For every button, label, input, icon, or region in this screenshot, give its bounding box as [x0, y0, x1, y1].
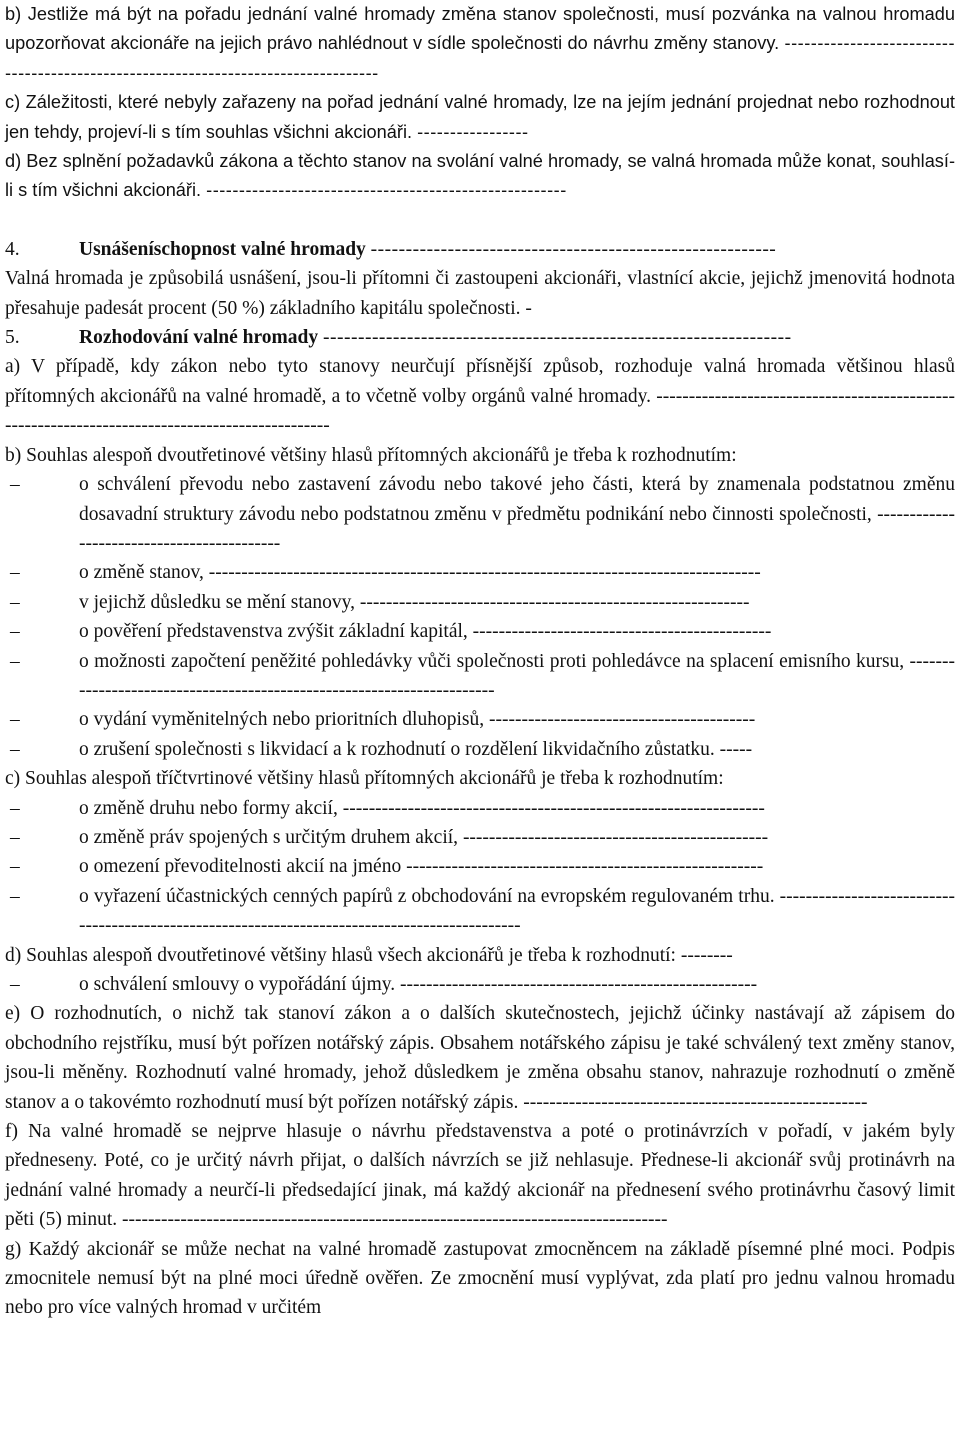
section-5-paragraph-a: a) V případě, kdy zákon nebo tyto stanovy neurčují přísnější způsob, rozhoduje valná hromada většinou hlasů přítomných akcionářů na valné hromadě, a to včetně volby orgánů valné hromady. ------------------------------------------------------------------------------------------------ — [5, 356, 955, 437]
dash-bullet-icon: – — [10, 826, 20, 848]
list-item: – o schválení smlouvy o vypořádání újmy. ------------------------------------------------------- — [5, 970, 955, 999]
section-4-body: Valná hromada je způsobilá usnášení, jsou-li přítomni či zastoupeni akcionáři, vlastnící akcie, jejichž jmenovitá hodnota přesahuje padesát procent (50 %) základního kapitálu společnosti. - — [5, 268, 955, 319]
dash-bullet-icon: – — [10, 562, 20, 584]
list-item: – o možnosti započtení peněžité pohledávky vůči společnosti proti pohledávce na splacení emisního kursu, ----------------------------------------------------------------------- — [5, 647, 955, 706]
section-5-paragraph-g: g) Každý akcionář se může nechat na valné hromadě zastupovat zmocněncem na základě písemné plné moci. Podpis zmocnitele nemusí být na plné moci úředně ověřen. Ze zmocnění musí vyplývat, zda platí pro jednu valnou hromadu nebo pro více valných hromad v určitém — [5, 1238, 955, 1319]
section-5-list-d — [5, 970, 955, 999]
dash-bullet-icon: – — [10, 738, 20, 760]
list-item: – o zrušení společnosti s likvidací a k rozhodnutí o rozdělení likvidačního zůstatku. ----- — [5, 735, 955, 764]
section-4-heading: 4. Usnášeníschopnost valné hromady ---------------------------------------------------------- — [5, 235, 955, 264]
list-item: – o změně druhu nebo formy akcií, ----------------------------------------------------------------- — [5, 794, 955, 823]
document-page — [5, 0, 955, 1323]
paragraph-b: b) Jestliže má být na pořadu jednání valné hromady změna stanov společnosti, musí pozvánka na valnou hromadu upozorňovat akcionáře na jejich právo nahlédnout v sídle společnosti do návrhu změny stanovy. ----------------------------------------------------------------------------------- — [5, 4, 956, 83]
dash-bullet-icon: – — [10, 974, 20, 995]
section-5-heading: 5. Rozhodování valné hromady ------------------------------------------------------------------- — [5, 323, 955, 352]
list-item: – o vyřazení účastnických cenných papírů z obchodování na evropském regulovaném trhu. ----------------------------------------------------------------------------------------------- — [5, 882, 955, 941]
dash-bullet-icon: – — [10, 650, 20, 672]
list-item: – o vydání vyměnitelných nebo prioritních dluhopisů, ----------------------------------------- — [5, 705, 955, 734]
dash-bullet-icon: – — [10, 591, 20, 613]
dash-bullet-icon: – — [10, 885, 20, 907]
section-5-paragraph-c-intro: c) Souhlas alespoň tříčtvrtinové většiny hlasů přítomných akcionářů je třeba k rozhodnutím: — [5, 768, 724, 790]
section-title: Rozhodování valné hromady — [79, 327, 319, 349]
section-5-paragraph-f: f) Na valné hromadě se nejprve hlasuje o návrhu představenstva a poté o protinávrzích v pořadí, v jakém byly předneseny. Poté, co je určitý návrh přijat, o dalších návrzích se již nehlasuje. Přednese-li akcionář svůj protinávrh na jednání valné hromady a neurčí-li předsedající jinak, má každý akcionář na přednesení svého protinávrhu časový limit pěti (5) minut. ------------------------------------------------------------------------------------ — [5, 1121, 955, 1231]
section-number: 4. — [5, 238, 20, 260]
list-item: – o omezení převoditelnosti akcií na jméno ------------------------------------------------------- — [5, 852, 955, 881]
section-5-paragraph-d-intro: d) Souhlas alespoň dvoutřetinové většiny hlasů všech akcionářů je třeba k rozhodnutí: -------- — [5, 944, 733, 966]
list-item: – v jejichž důsledku se mění stanovy, ------------------------------------------------------------ — [5, 588, 955, 617]
section-number: 5. — [5, 327, 20, 349]
section-5-paragraph-e: e) O rozhodnutích, o nichž tak stanoví zákon a o dalších skutečnostech, jejichž účinky nastávají až zápisem do obchodního rejstříku, musí být pořízen notářský zápis. Obsahem notářského zápisu je také schválený text změny stanov, jsou-li měněny. Rozhodnutí valné hromady, jehož důsledkem je změna obsahu stanov, nahrazuje rozhodnutí o změně stanov a o takovémto rozhodnutí musí být pořízen notářský zápis. ----------------------------------------------------- — [5, 1003, 955, 1113]
section-5-list-b — [5, 470, 955, 764]
section-5-paragraph-b-intro: b) Souhlas alespoň dvoutřetinové většiny hlasů přítomných akcionářů je třeba k rozhodnutím: — [5, 444, 737, 466]
dash-bullet-icon: – — [10, 709, 20, 731]
section-5-list-c — [5, 794, 955, 941]
paragraph-d: d) Bez splnění požadavků zákona a těchto stanov na svolání valné hromady, se valná hromada může konat, souhlasí-li s tím všichni akcionáři. ------------------------------------------------------- — [5, 151, 956, 201]
dash-bullet-icon: – — [10, 856, 20, 878]
paragraph-c: c) Záležitosti, které nebyly zařazeny na pořad jednání valné hromady, lze na jejím jednání projednat nebo rozhodnout jen tehdy, projeví-li s tím souhlas všichni akcionáři. ----------------- — [5, 92, 955, 142]
dash-bullet-icon: – — [10, 797, 20, 819]
section-title: Usnášeníschopnost valné hromady — [79, 238, 366, 260]
list-item: – o pověření představenstva zvýšit základní kapitál, ---------------------------------------------- — [5, 617, 955, 646]
list-item: – o schválení převodu nebo zastavení závodu nebo takové jeho části, která by znamenala podstatnou změnu dosavadní struktury závodu nebo podstatnou změnu v předmětu podnikání nebo činnosti společnosti, ------------------------------------------- — [5, 470, 955, 558]
list-item: – o změně stanov, ------------------------------------------------------------------------------------- — [5, 558, 955, 587]
dash-bullet-icon: – — [10, 474, 20, 496]
list-item: – o změně práv spojených s určitým druhem akcií, ----------------------------------------------- — [5, 823, 955, 852]
dash-bullet-icon: – — [10, 621, 20, 643]
